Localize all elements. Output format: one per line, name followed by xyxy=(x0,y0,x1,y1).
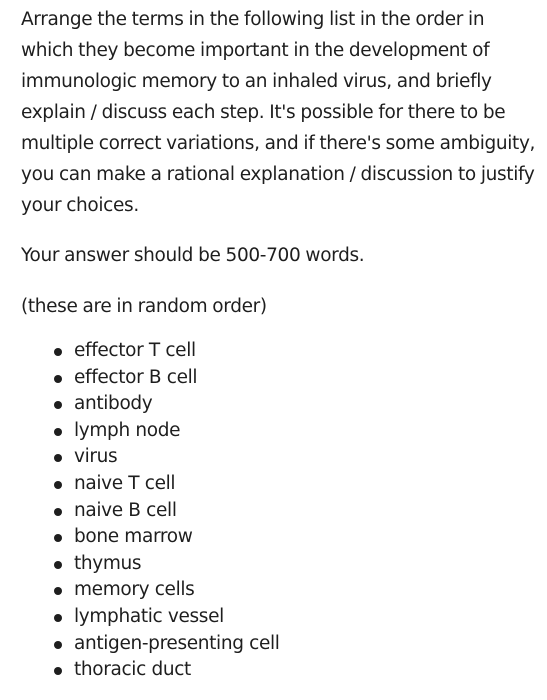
list-item xyxy=(21,418,541,445)
term-label: virus xyxy=(74,446,118,468)
bullet-icon xyxy=(54,508,62,516)
bullet-icon xyxy=(54,614,62,622)
term-label: bone marrow xyxy=(74,526,193,548)
bullet-icon xyxy=(54,454,62,462)
term-label: naive T cell xyxy=(74,472,176,494)
bullet-icon xyxy=(54,428,62,436)
list-item xyxy=(21,391,541,418)
bullet-icon xyxy=(54,641,62,649)
list-item xyxy=(21,577,541,604)
bullet-icon xyxy=(54,667,62,675)
term-label: lymphatic vessel xyxy=(74,605,224,627)
list-item xyxy=(21,604,541,631)
word-requirement-text: Your answer should be 500-700 words. xyxy=(21,245,365,266)
term-label: thymus xyxy=(74,552,142,574)
list-item xyxy=(21,338,541,365)
terms-list xyxy=(21,338,541,684)
list-item xyxy=(21,524,541,551)
bullet-icon xyxy=(54,481,62,489)
term-label: antigen-presenting cell xyxy=(74,632,280,654)
list-note-text: (these are in random order) xyxy=(21,296,267,317)
bullet-icon xyxy=(54,401,62,409)
bullet-icon xyxy=(54,348,62,356)
term-label: memory cells xyxy=(74,579,195,601)
instructions-text: Arrange the terms in the following list in the order in which they become important in the development of immunologic memory to an inhaled virus, and briefly explain / discuss each step. It's possible for there to be multiple correct variations, and if there's some ambiguity, you can make a rational explanation / discussion to justify your choices. xyxy=(21,9,536,216)
term-label: effector B cell xyxy=(74,366,198,388)
term-label: naive B cell xyxy=(74,499,177,521)
bullet-icon xyxy=(54,534,62,542)
term-label: antibody xyxy=(74,393,153,415)
term-label: thoracic duct xyxy=(74,659,191,681)
list-item xyxy=(21,365,541,392)
term-label: lymph node xyxy=(74,419,181,441)
term-label: effector T cell xyxy=(74,340,196,361)
list-item xyxy=(21,551,541,578)
list-item xyxy=(21,471,541,498)
list-item xyxy=(21,444,541,471)
list-item xyxy=(21,498,541,525)
bullet-icon xyxy=(54,375,62,383)
list-item xyxy=(21,657,541,684)
bullet-icon xyxy=(54,587,62,595)
question-content xyxy=(21,0,541,684)
list-item xyxy=(21,631,541,658)
bullet-icon xyxy=(54,561,62,569)
